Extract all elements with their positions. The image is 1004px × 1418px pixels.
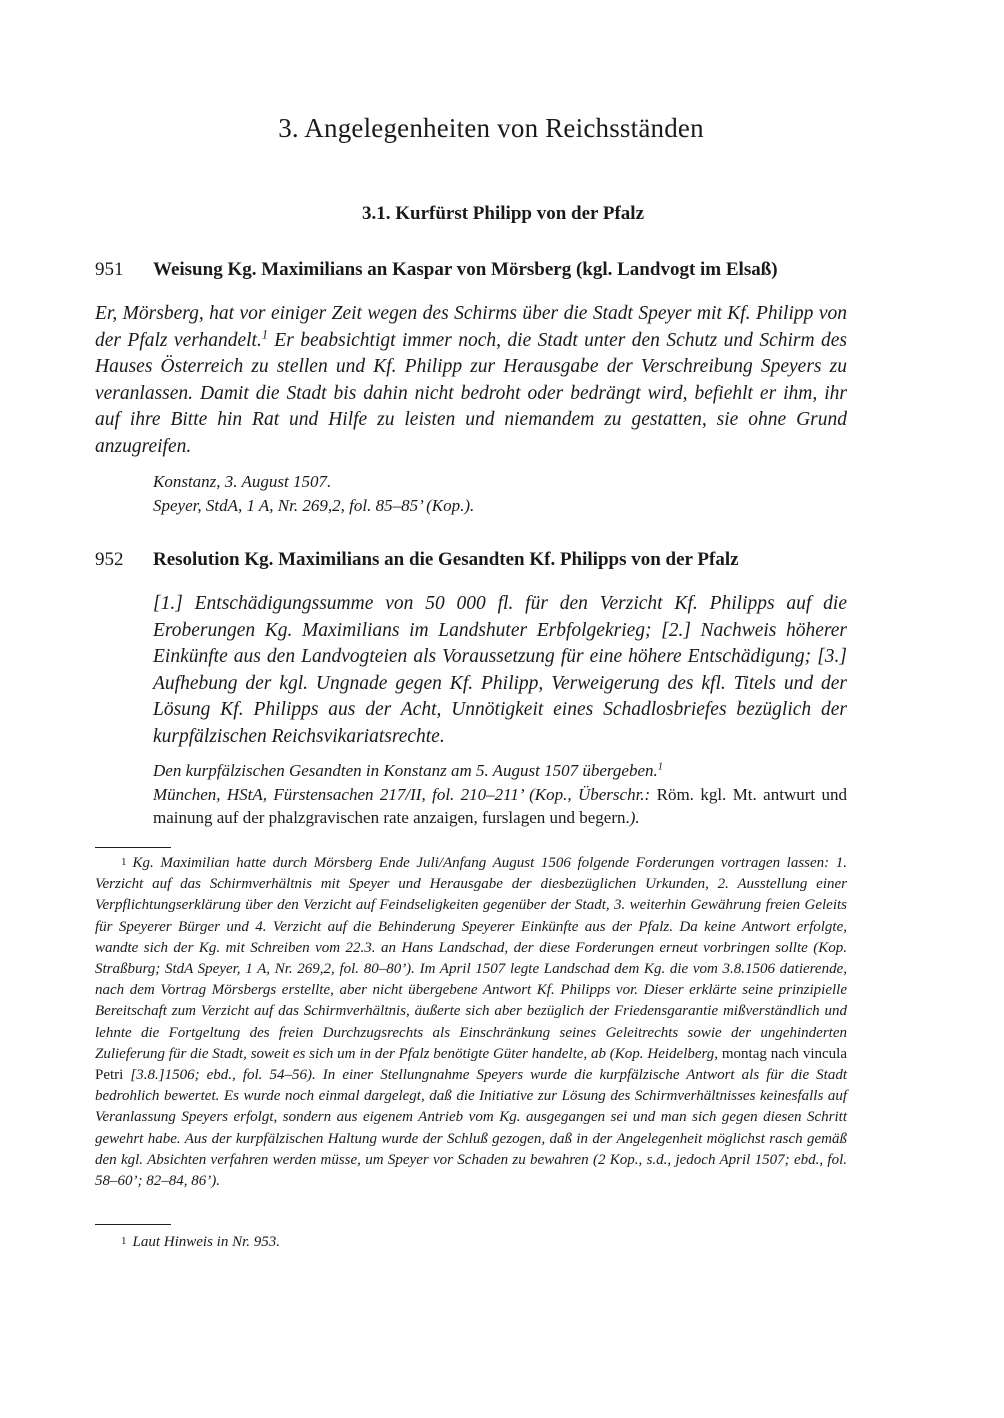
footnote-rule-951 (95, 847, 171, 848)
doc-952-regest: [1.] Entschädigungssumme von 50 000 fl. für den Verzicht Kf. Philipps auf die Eroberungen Kg. Maximilians im Landshuter Erbfolgekrieg; [2.] Nachweis höherer Einkünfte aus den Landvogteien als Voraussetzung für eine höhere Entschädigung; [3.] Aufhebung der kgl. Ungnade gegen Kf. Philipp, Verweigerung des kfl. Titels und der Lösung Kf. Philipps aus der Acht, Unnötigkeit eines Schadlosbriefes bezüglich der kurpfälzischen Reichsvikariatsrechte. (153, 593, 847, 747)
doc-951-footnote-ref[interactable]: 1 (261, 327, 268, 342)
footnote-952-1-mark: 1 (121, 1235, 127, 1247)
doc-952-source-close: ). (629, 808, 640, 827)
doc-952-footnote-ref[interactable]: 1 (657, 761, 664, 773)
footnote-951-1-text-a: Kg. Maximilian hatte durch Mörsberg Ende Juli/Anfang August 1506 folgende Forderungen vortragen lassen: 1. Verzicht auf das Schirmverhältnis mit Speyer und Herausgabe der diesbezüglichen Urkunden, 2. Ausstellung einer Verpflichtungserklärung über den Verzicht auf Feindseligkeiten gegenüber der Stadt, 3. weiterhin Gewährung freien Geleits für Speyerer Bürger und 4. Verzicht auf die Behinderung Speyerer Einkünfte aus der Pfalz. Da keine Antwort erfolgte, wandte sich der Kg. mit Schreiben vom 22.3. an Hans Landschad, der diese Forderungen erneut vorbringen sollte (Kop. Straßburg; StdA Speyer, 1 A, Nr. 269,2, fol. 80–80’). Im April 1507 legte Landschad dem Kg. die vom 3.8.1506 datierende, nach dem Vortrag Mörsbergs erstellte, aber nicht übergebene Antwort Kf. Philipps vor. Dieser erklärte seine prinzipielle Bereitschaft zum Verzicht auf das Schirmverhältnis, äußerte sich aber bezüglich der Friedensgarantie mißverständlich und lehnte die Fortgeltung des freien Durchzugsrechts als Einschränkung seines Geleitrechts sowie der ungehinderten Zulieferung für die Stadt, soweit es sich um in der Pfalz benötigte Güter handelte, ab (Kop. Heidelberg, (95, 855, 847, 1062)
doc-951-number: 951 (95, 259, 124, 280)
chapter-title: 3. Angelegenheiten von Reichsständen (278, 113, 704, 143)
doc-951-regest (95, 301, 847, 461)
doc-951-regest-part2: Er beabsichtigt immer noch, die Stadt unter den Schutz und Schirm des Hauses Österreich zu stellen und Kf. Philipp zur Herausgabe der Verschreibung Speyers zu veranlassen. Damit die Stadt bis dahin nicht bedroht oder bedrängt wird, befiehlt er ihm, ihr auf ihre Bitte hin Rat und Hilfe zu leisten und niemandem zu gestatten, sie ohne Grund anzugreifen. (95, 329, 847, 457)
doc-952-heading (95, 549, 847, 571)
footnote-951-1-text-b: [3.8.]1506; ebd., fol. 54–56). In einer Stellungnahme Speyers wurde die kurpfälzische Antwort als für die Stadt bedrohlich bewertet. Es wurde noch einmal dargelegt, daß die Initiative zur Lösung des Schirmverhältnisses keinesfalls auf Veranlassung Speyers erfolgt, sondern aus eigenem Antrieb vom Kg. ausgegangen sei und man sich gegen diesen Schritt gewehrt habe. Aus der kurpfälzischen Haltung wurde der Schluß gezogen, daß in der Angelegenheit möglichst rasch gemäß den kgl. Absichten verfahren werden müsse, um Speyer vor Schaden zu bewahren (2 Kop., s.d., jedoch April 1507; ebd., fol. 58–60’; 82–84, 86’). (95, 1067, 847, 1190)
footnote-951-1 (95, 852, 847, 1192)
section-title: 3.1. Kurfürst Philipp von der Pfalz (361, 203, 645, 224)
doc-951-title: Weisung Kg. Maximilians an Kaspar von Mörsberg (kgl. Landvogt im Elsaß) (153, 259, 778, 280)
doc-952-delivery (153, 759, 847, 783)
footnote-952-1 (95, 1231, 847, 1253)
doc-951-regest-part1: Er, Mörsberg, hat vor einiger Zeit wegen des Schirms über die Stadt Speyer mit Kf. Philipp von der Pfalz verhandelt. (95, 303, 847, 351)
doc-952-meta (153, 759, 847, 830)
doc-952-delivery-text: Den kurpfälzischen Gesandten in Konstanz am 5. August 1507 übergeben. (153, 761, 658, 780)
footnote-rule-952 (95, 1224, 171, 1225)
doc-952-source (153, 783, 847, 830)
doc-952-title: Resolution Kg. Maximilians an die Gesandten Kf. Philipps von der Pfalz (153, 549, 739, 570)
doc-951-meta (153, 470, 847, 517)
doc-951-source: Speyer, StdA, 1 A, Nr. 269,2, fol. 85–85’ (Kop.). (153, 495, 475, 515)
doc-952-source-italic: München, HStA, Fürstensachen 217/II, fol. 210–211’ (Kop., Überschr.: (153, 784, 657, 804)
doc-952-source-upright: Röm. kgl. Mt. antwurt und mainung auf der phalzgravischen rate anzaigen, furslagen und begern. (153, 784, 847, 827)
footnote-951-1-upright: montag nach vincula Petri (95, 1045, 847, 1084)
footnote-952-1-text: Laut Hinweis in Nr. 953. (132, 1234, 281, 1250)
doc-951-place-date: Konstanz, 3. August 1507. (153, 472, 332, 491)
doc-952-number: 952 (95, 549, 124, 570)
doc-951-heading (95, 259, 847, 281)
footnote-951-1-mark: 1 (121, 856, 127, 868)
